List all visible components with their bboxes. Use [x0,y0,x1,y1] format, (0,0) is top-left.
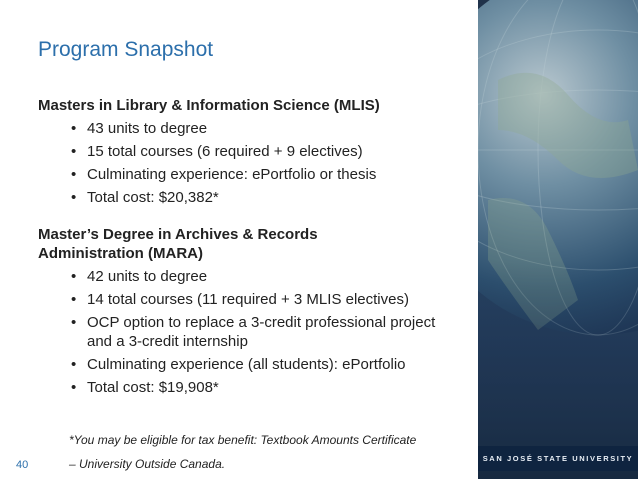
globe-image-panel [478,0,638,479]
mlis-heading: Masters in Library & Information Science (MLIS) [38,97,380,114]
footnote-line1: *You may be eligible for tax benefit: Textbook Amounts Certificate [69,433,417,447]
list-item: • Total cost: $19,908* [38,378,458,397]
list-item: • Culminating experience (all students): ePortfolio [38,355,458,374]
list-item: • 43 units to degree [38,119,458,138]
list-item: • Culminating experience: ePortfolio or thesis [38,165,458,184]
globe-image [478,0,638,479]
page-number: 40 [16,459,29,471]
spacer [38,207,458,225]
list-item: • 15 total courses (6 required + 9 electives) [38,142,458,161]
list-item: • 14 total courses (11 required + 3 MLIS electives) [38,290,458,309]
university-brand-bar [478,446,638,471]
mara-heading-line2: Administration (MARA) [38,245,203,262]
mara-heading-line1: Master’s Degree in Archives & Records [38,226,318,243]
slide-content [38,96,458,397]
university-wordmark: SAN JOSÉ STATE UNIVERSITY [482,454,634,463]
list-item: • 42 units to degree [38,267,458,286]
mara-bullet-list [38,267,458,397]
list-item: • Total cost: $20,382* [38,188,458,207]
footnote-line2: – University Outside Canada. [69,457,226,471]
slide-title: Program Snapshot [38,38,214,61]
footnote [69,428,449,476]
mlis-bullet-list [38,119,458,207]
mara-heading [38,225,458,263]
list-item: • OCP option to replace a 3-credit professional project and a 3-credit internship [38,313,458,351]
